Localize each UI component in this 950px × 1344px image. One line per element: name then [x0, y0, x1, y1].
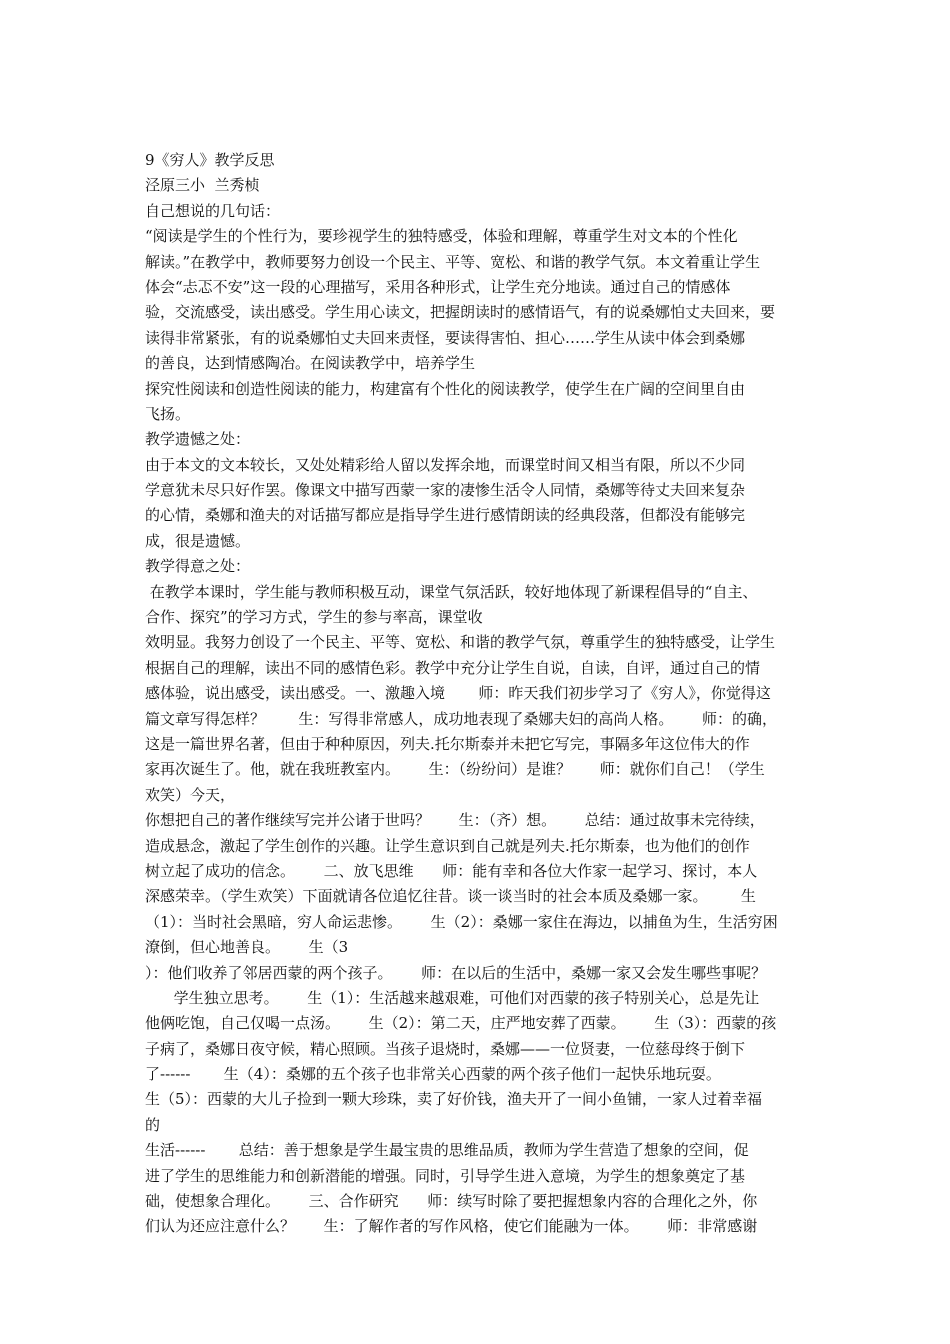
- body-line: 树立起了成功的信念。 二、放飞思维 师：能有幸和各位大作家一起学习、探讨，本人: [145, 861, 758, 880]
- body-line: 础，使想象合理化。 三、合作研究 师：续写时除了要把握想象内容的合理化之外，你: [145, 1192, 758, 1211]
- body-line: 在教学本课时，学生能与教师积极互动，课堂气氛活跃，较好地体现了新课程倡导的“自主、: [145, 582, 758, 601]
- body-line: 读得非常紧张，有的说桑娜怕丈夫回来责怪，要读得害怕、担心……学生从读中体会到桑娜: [145, 328, 746, 347]
- document-body: [145, 199, 815, 1240]
- body-line: “阅读是学生的个性行为，要珍视学生的独特感受，体验和理解，尊重学生对文本的个性化: [145, 227, 738, 246]
- body-line: 的: [145, 1115, 161, 1134]
- body-line: ）：他们收养了邻居西蒙的两个孩子。 师：在以后的生活中，桑娜一家又会发生哪些事呢？: [145, 963, 767, 982]
- body-line: 教学得意之处：: [145, 557, 251, 576]
- body-line: 子病了，桑娜日夜守候，精心照顾。当孩子退烧时，桑娜——一位贤妻，一位慈母终于倒下: [145, 1039, 746, 1058]
- body-line: 的善良，达到情感陶冶。在阅读教学中，培养学生: [145, 354, 476, 373]
- body-line: 由于本文的文本较长，又处处精彩给人留以发挥余地，而课堂时间又相当有限，所以不少同: [145, 455, 746, 474]
- body-line: 进了学生的思维能力和创新潜能的增强。同时，引导学生进入意境，为学生的想象奠定了基: [145, 1166, 746, 1185]
- body-line: 教学遗憾之处：: [145, 430, 251, 449]
- body-line: 根据自己的理解，读出不同的感情色彩。教学中充分让学生自说，自读，自评，通过自己的情: [145, 658, 761, 677]
- body-line: 了------ 生（4）：桑娜的五个孩子也非常关心西蒙的两个孩子他们一起快乐地玩耍。: [145, 1065, 721, 1084]
- body-line: 造成悬念，激起了学生创作的兴趣。让学生意识到自己就是列夫.托尔斯泰，也为他们的创作: [145, 836, 750, 855]
- body-line: 你想把自己的著作继续写完并公诸于世吗？ 生：（齐）想。 总结：通过故事未完待续，: [145, 811, 765, 830]
- body-line: 飞扬。: [145, 404, 191, 423]
- body-line: 验，交流感受，读出感受。学生用心读文，把握朗读时的感情语气，有的说桑娜怕丈夫回来，要: [145, 303, 776, 322]
- body-line: 自己想说的几句话：: [145, 201, 281, 220]
- body-line: 感体验，说出感受，读出感受。一、激趣入境 师：昨天我们初步学习了《穷人》，你觉得这: [145, 684, 771, 703]
- body-line: 合作、探究”的学习方式，学生的参与率高，课堂收: [145, 608, 483, 627]
- body-line: 深感荣幸。（学生欢笑）下面就请各位追忆往昔。谈一谈当时的社会本质及桑娜一家。 生: [145, 887, 756, 906]
- document-page: [145, 148, 815, 1240]
- body-line: 学意犹未尽只好作罢。像课文中描写西蒙一家的凄惨生活令人同情，桑娜等待丈夫回来复杂: [145, 481, 746, 500]
- body-line: 生活------ 总结：善于想象是学生最宝贵的思维品质，教师为学生营造了想象的空间，促: [145, 1141, 749, 1160]
- body-line: 家再次诞生了。他，就在我班教室内。 生：（纷纷问）是谁？ 师：就你们自己！（学生: [145, 760, 765, 779]
- body-line: 潦倒，但心地善良。 生（3: [145, 938, 349, 957]
- body-line: 们认为还应注意什么？ 生：了解作者的写作风格，使它们能融为一体。 师：非常感谢: [145, 1217, 758, 1236]
- body-line: 学生独立思考。 生（1）：生活越来越艰难，可他们对西蒙的孩子特别关心，总是先让: [145, 988, 760, 1007]
- body-line: 欢笑）今天，: [145, 785, 236, 804]
- body-line: 篇文章写得怎样？ 生：写得非常感人，成功地表现了桑娜夫妇的高尚人格。 师：的确，: [145, 709, 777, 728]
- body-line: 探究性阅读和创造性阅读的能力，构建富有个性化的阅读教学，使学生在广阔的空间里自由: [145, 379, 746, 398]
- body-line: 这是一篇世界名著，但由于种种原因，列夫.托尔斯泰并未把它写完，事隔多年这位伟大的作: [145, 734, 750, 753]
- body-line: （1）：当时社会黑暗，穷人命运悲惨。 生（2）：桑娜一家住在海边，以捕鱼为生，生活穷困: [145, 912, 778, 931]
- body-line: 成，很是遗憾。: [145, 531, 251, 550]
- body-line: 生（5）：西蒙的大儿子捡到一颗大珍珠，卖了好价钱，渔夫开了一间小鱼铺，一家人过着幸福: [145, 1090, 763, 1109]
- body-line: 的心情，桑娜和渔夫的对话描写都应是指导学生进行感情朗读的经典段落，但都没有能够完: [145, 506, 746, 525]
- body-line: 他俩吃饱，自己仅喝一点汤。 生（2）：第二天，庄严地安葬了西蒙。 生（3）：西蒙的孩: [145, 1014, 777, 1033]
- author-line: 泾原三小 兰秀桢: [145, 176, 260, 195]
- body-line: 效明显。我努力创设了一个民主、平等、宽松、和谐的教学气氛，尊重学生的独特感受，让学生: [145, 633, 776, 652]
- document-title: 9《穷人》教学反思: [145, 151, 275, 169]
- body-line: 体会“忐忑不安”这一段的心理描写，采用各种形式，让学生充分地读。通过自己的情感体: [145, 277, 731, 296]
- body-line: 解读。”在教学中，教师要努力创设一个民主、平等、宽松、和谐的教学气氛。本文着重让学生: [145, 252, 761, 271]
